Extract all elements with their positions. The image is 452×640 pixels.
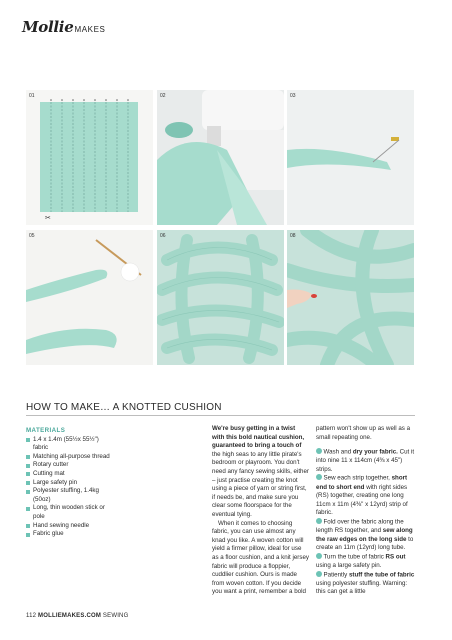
step-text-bold: sew along the raw edges on the long side <box>316 527 413 543</box>
step-badge-icon <box>316 448 322 454</box>
materials-item <box>26 504 114 521</box>
knotted-cushion-illustration <box>157 230 284 365</box>
materials-item <box>26 479 114 488</box>
step-number: 03 <box>290 93 296 99</box>
materials-item <box>26 522 114 531</box>
bullet-square-icon <box>26 490 30 494</box>
page-footer <box>26 613 128 619</box>
step-photo-02 <box>157 90 284 225</box>
step-text-bold: stuff the tube of fabric <box>348 571 415 578</box>
materials-item-text: Long, thin wooden stick or pole <box>33 504 105 520</box>
bullet-square-icon <box>26 455 30 459</box>
step-badge-icon <box>316 518 322 524</box>
intro-lead: We're busy getting in a twist with this bold nautical cushion, guaranteed to bring a touch of <box>212 425 305 450</box>
materials-item <box>26 470 114 479</box>
step-photo-05 <box>26 230 153 365</box>
materials-item <box>26 461 114 470</box>
footer-site: MOLLIEMAKES.COM <box>38 613 102 619</box>
materials-item-text: Large safety pin <box>33 478 78 486</box>
materials-item-text: Hand sewing needle <box>33 521 90 529</box>
step-photo-08 <box>287 230 414 365</box>
step-text: using polyester stuffing. Warning: this can get a little <box>316 579 408 596</box>
step-photo-03 <box>287 90 414 225</box>
step-text: Sew each strip together, <box>323 474 392 482</box>
materials-title: MATERIALS <box>26 427 66 434</box>
fabric-tube-illustration <box>287 90 414 225</box>
step-number: 02 <box>160 93 166 99</box>
materials-column <box>26 427 114 539</box>
materials-item <box>26 487 114 504</box>
bullet-square-icon <box>26 464 30 468</box>
step-text-bold: dry your fabric. <box>352 448 398 456</box>
bullet-square-icon <box>26 438 30 442</box>
instruction-step-5 <box>316 571 416 597</box>
step-badge-icon <box>316 474 322 480</box>
step-text: using a large safety pin. <box>316 561 382 569</box>
instruction-step-3 <box>316 518 416 553</box>
instruction-step-2 <box>316 474 416 517</box>
materials-item-text: Matching all-purpose thread <box>33 452 110 460</box>
section-divider <box>26 415 415 416</box>
step-number: 06 <box>160 233 166 239</box>
step-photo-06 <box>157 230 284 365</box>
step-text-bold: RS out <box>385 553 406 561</box>
page-number: 112 <box>26 613 37 619</box>
step-number: 08 <box>290 233 296 239</box>
bullet-square-icon <box>26 533 30 537</box>
instructions-column <box>316 425 416 597</box>
footer-section: SEWING <box>102 613 129 619</box>
materials-item <box>26 436 114 453</box>
step-text: Patiently <box>323 571 349 578</box>
materials-item-text: Polyester stuffing, 1.4kg (50oz) <box>33 487 99 503</box>
intro-column <box>212 425 309 597</box>
intro-paragraph <box>212 425 309 520</box>
step-text-bold: short end to short end <box>316 474 408 491</box>
knot-closeup-illustration <box>287 230 414 365</box>
materials-item-text: 1.4 x 1.4m (55½x 55½") fabric <box>33 435 99 452</box>
step-text: Wash and <box>323 448 353 456</box>
materials-item-text: Cutting mat <box>33 469 65 477</box>
step-text: Cut it into nine 11 x 114cm (4⅜ x 45") strips. <box>316 448 415 473</box>
brand-script: Mollie <box>22 18 74 36</box>
section-title: HOW TO MAKE… A KNOTTED CUSHION <box>26 402 222 413</box>
instruction-step-4 <box>316 553 416 571</box>
svg-text:✂: ✂ <box>45 214 51 222</box>
step-text: Turn the tube of fabric <box>323 553 386 561</box>
step-number: 01 <box>29 93 35 99</box>
fabric-strips-illustration <box>26 90 153 225</box>
stuffing-illustration <box>26 230 153 365</box>
materials-item-text: Fabric glue <box>33 530 64 538</box>
intro-lead-rest: the high seas to any little pirate's bedroom or playroom. You don't need any fancy sewing skills, either – just practise creating the knot using a piece of yarn or string first, if needs be, and make sure you clear some floorspace for the eventual tying. <box>212 450 309 518</box>
materials-item-text: Rotary cutter <box>33 461 69 469</box>
materials-item <box>26 530 114 539</box>
step-text: with right sides (RS) together, creating one long 11cm x 11m (4⅜" x 12yrd) strip of fabric. <box>316 483 408 517</box>
bullet-square-icon <box>26 472 30 476</box>
sewing-machine-illustration <box>157 90 284 225</box>
step-photo-01 <box>26 90 153 225</box>
brand-caps: MAKES <box>74 25 106 34</box>
intro-paragraph-2: When it comes to choosing fabric, you can use almost any knad you like. A woven cotton will yield a firmer pillow, ideal for use as a floor cushion, and a knit jersey fabric will produce a floppier, cuddlier cushion. Ours is made from woven cotton. If you decide you want a print, remember a bold <box>212 519 309 596</box>
step-badge-icon <box>316 553 322 559</box>
bullet-square-icon <box>26 507 30 511</box>
instruction-step-1 <box>316 448 416 474</box>
step-text: Fold over the fabric along the length RS together, and <box>316 518 404 535</box>
bullet-square-icon <box>26 524 30 528</box>
bullet-square-icon <box>26 481 30 485</box>
step-badge-icon <box>316 571 322 577</box>
step-number: 05 <box>29 233 35 239</box>
instructions-carry: pattern won't show up as well as a small repeating one. <box>316 425 411 441</box>
materials-item <box>26 453 114 462</box>
brand-logo <box>22 18 105 36</box>
step-text: to create an 11m (12yrd) long tube. <box>316 535 414 552</box>
